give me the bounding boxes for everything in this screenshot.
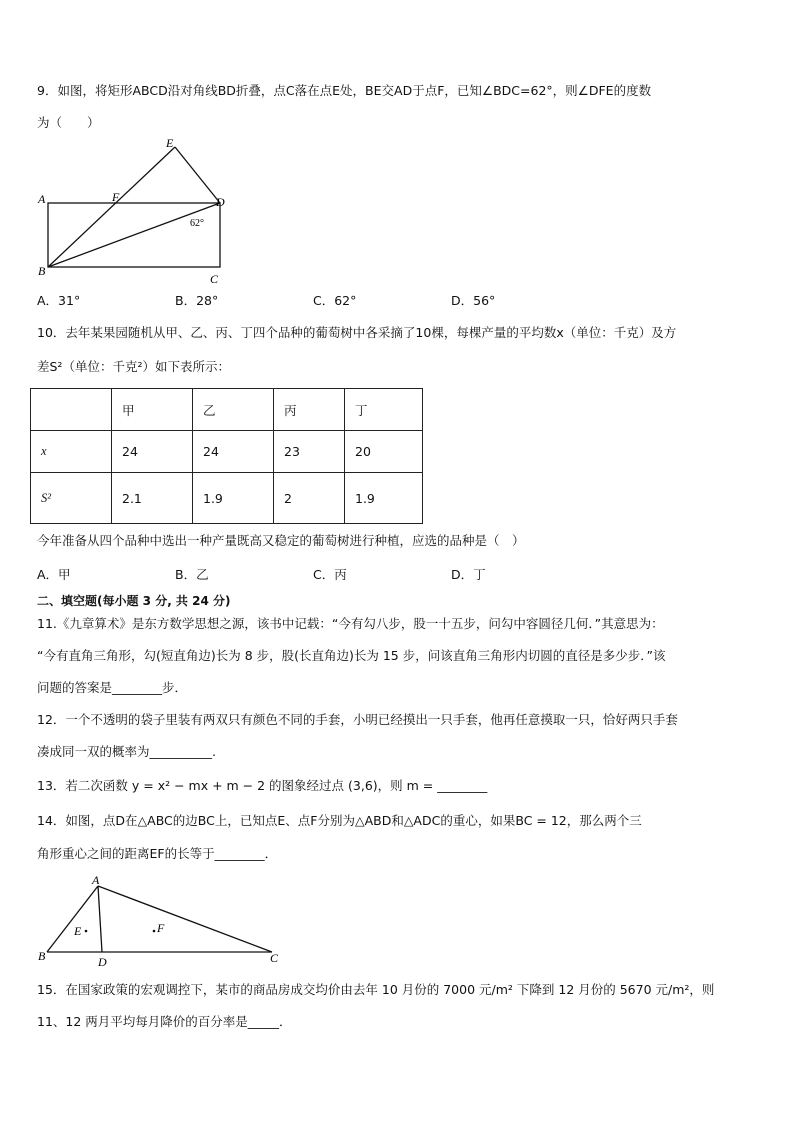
table-header-cell: 乙 [193, 389, 274, 431]
q14-text: 14．如图，点D在△ABC的边BC上，已知点E、点F分别为△ABD和△ADC的重心，如果BC = 12，那么两个三 [37, 813, 642, 828]
table-header-cell: 丁 [345, 389, 423, 431]
table-cell: x [31, 431, 112, 473]
q9-option-c[interactable]: C．62° [313, 293, 357, 308]
table-cell: 24 [193, 431, 274, 473]
q15-text: 15．在国家政策的宏观调控下，某市的商品房成交均价由去年 10 月份的 7000 元/m² 下降到 12 月份的 5670 元/m²，则 [37, 982, 715, 997]
label-B: B [38, 264, 46, 278]
section-heading: 二、填空题(每小题 3 分, 共 24 分) [37, 594, 231, 608]
label-F: F [157, 921, 165, 935]
table-cell: 24 [112, 431, 193, 473]
q10-table [30, 388, 423, 524]
q9-option-b[interactable]: B．28° [175, 293, 219, 308]
q10-text: 10．去年某果园随机从甲、乙、丙、丁四个品种的葡萄树中各采摘了10棵，每棵产量的平均数x（单位：千克）及方 [37, 325, 677, 340]
table-cell: 23 [274, 431, 345, 473]
q9-text: 9．如图，将矩形ABCD沿对角线BD折叠，点C落在点E处，BE交AD于点F，已知∠BDC=62°，则∠DFE的度数 [37, 83, 652, 98]
label-C: C [210, 272, 219, 285]
table-row [31, 473, 423, 524]
table-cell: S² [31, 473, 112, 524]
q14-text-2: 角形重心之间的距离EF的长等于________． [37, 846, 278, 861]
table-row [31, 431, 423, 473]
table-cell: 1.9 [193, 473, 274, 524]
q9-text-2: 为（ ） [37, 115, 100, 130]
label-E: E [166, 136, 174, 150]
q10-text-2: 差S²（单位：千克²）如下表所示： [37, 359, 230, 374]
q11-text-2: “今有直角三角形，勾(短直角边)长为 8 步，股(长直角边)长为 15 步，问该直角三角形内切圆的直径是多少步．”该 [37, 648, 666, 663]
q12-text-2: 凑成同一双的概率为__________. [37, 744, 216, 759]
q10-option-d[interactable]: D．丁 [451, 567, 486, 582]
q13-text: 13．若二次函数 y = x² − mx + m − 2 的图象经过点 (3,6)，则 m = ________ [37, 778, 488, 793]
table-cell: 2 [274, 473, 345, 524]
label-C: C [270, 951, 279, 965]
label-E: E [74, 924, 82, 938]
table-cell: 1.9 [345, 473, 423, 524]
table-header-cell: 甲 [112, 389, 193, 431]
label-A: A [38, 192, 46, 206]
q10-option-b[interactable]: B．乙 [175, 567, 209, 582]
q11-text-3: 问题的答案是________步． [37, 680, 188, 695]
table-cell: 2.1 [112, 473, 193, 524]
q10-option-a[interactable]: A．甲 [37, 567, 71, 582]
table-header-cell: 丙 [274, 389, 345, 431]
q14-figure [34, 870, 294, 970]
q15-text-2: 11、12 两月平均每月降价的百分率是_____． [37, 1014, 292, 1029]
label-F: F [112, 190, 120, 204]
label-B: B [38, 949, 46, 963]
label-D: D [216, 195, 225, 209]
label-angle: 62° [190, 218, 204, 229]
label-D: D [98, 955, 107, 969]
q9-figure [30, 135, 240, 285]
label-A: A [92, 873, 100, 887]
q11-text: 11.《九章算术》是东方数学思想之源，该书中记载：“今有勾八步，股一十五步，问勾中容圆径几何．”其意思为： [37, 616, 664, 631]
table-cell: 20 [345, 431, 423, 473]
q9-option-d[interactable]: D．56° [451, 293, 496, 308]
q12-text: 12．一个不透明的袋子里装有两双只有颜色不同的手套，小明已经摸出一只手套，他再任意摸取一只，恰好两只手套 [37, 712, 678, 727]
table-header-cell [31, 389, 112, 431]
q10-option-c[interactable]: C．丙 [313, 567, 347, 582]
q9-option-a[interactable]: A．31° [37, 293, 81, 308]
q10-text-3: 今年准备从四个品种中选出一种产量既高又稳定的葡萄树进行种植，应选的品种是（ ） [37, 533, 525, 548]
